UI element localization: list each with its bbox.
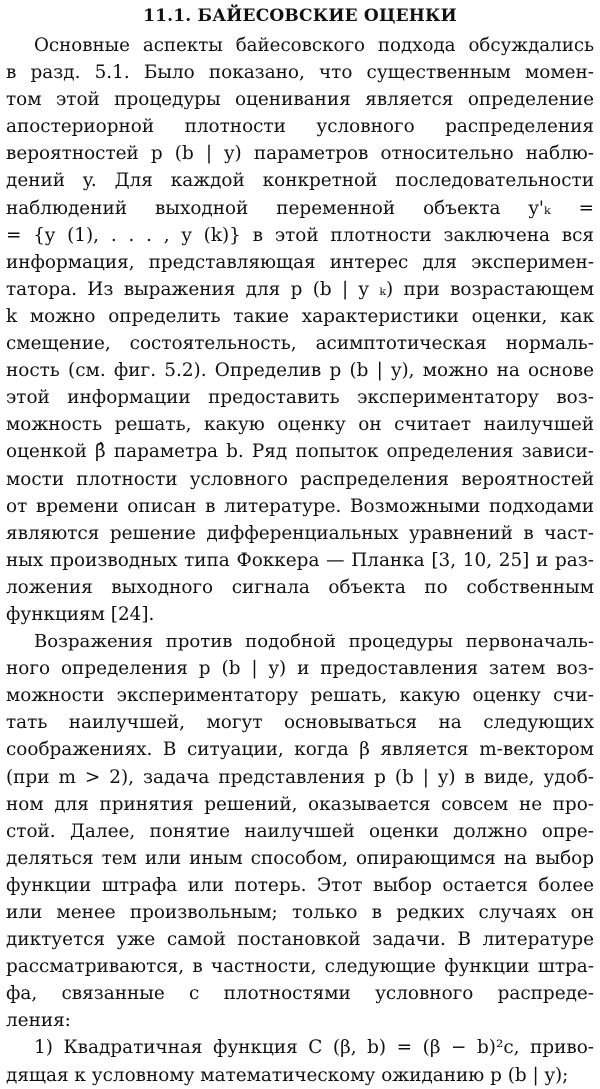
text-line: или менее произвольным; только в редких случаях он <box>6 902 594 923</box>
text-line: в разд. 5.1. Было показано, что существенным момен- <box>6 62 594 84</box>
text-line: ном для принятия решений, оказывается совсем не про- <box>6 793 594 815</box>
text-line: Основные аспекты байесовского подхода обсуждались <box>34 35 594 56</box>
text-line: дящая к условному математическому ожиданию p (b | y); <box>6 1064 569 1086</box>
section-heading: 11.1. БАЙЕСОВСКИЕ ОЦЕНКИ <box>143 6 457 26</box>
text-line: ложения выходного сигнала объекта по собственным <box>6 576 594 598</box>
text-line: фа, связанные с плотностями условного распреде- <box>6 983 594 1005</box>
text-line: функциям [24]. <box>6 603 155 625</box>
text-line: функции штрафа или потерь. Этот выбор остается более <box>6 874 594 896</box>
text-line: ного определения p (b | y) и предоставления затем воз- <box>6 658 594 680</box>
text-line: этой информации предоставить экспериментатору воз- <box>6 387 594 409</box>
text-line: дений y. Для каждой конкретной последовательности <box>6 170 594 192</box>
text-line: ления: <box>6 1010 71 1032</box>
text-line: том этой процедуры оценивания является определение <box>6 89 594 111</box>
text-line: вероятностей p (b | y) параметров относительно наблю- <box>6 143 594 165</box>
text-line: деляться тем или иным способом, опирающимся на выбор <box>6 847 594 869</box>
text-line: являются решение дифференциальных уравнений в част- <box>6 522 594 544</box>
text-line: соображениях. В ситуации, когда β является m-вектором <box>6 739 594 761</box>
text-line: оценкой β̂ параметра b. Ряд попыток определения зависи- <box>6 441 594 463</box>
body-text <box>6 32 594 1089</box>
text-line: можности экспериментатору решать, какую оценку счи- <box>6 685 594 707</box>
text-line: диктуется уже самой постановкой задачи. В литературе <box>6 929 594 951</box>
paragraph <box>6 32 594 628</box>
text-line: апостериорной плотности условного распределения <box>6 116 594 138</box>
text-line: тать наилучшей, могут основываться на следующих <box>6 712 594 734</box>
paragraph <box>6 628 594 1034</box>
text-line: наблюдений выходной переменной объекта y'ₖ = <box>6 197 594 219</box>
text-line: от времени описан в литературе. Возможными подходами <box>6 495 594 517</box>
text-line: ных производных типа Фоккера — Планка [3, 10, 25] и раз- <box>6 549 594 571</box>
text-line: стой. Далее, понятие наилучшей оценки должно опре- <box>6 820 594 842</box>
text-line: информация, представляющая интерес для эксперимен- <box>6 251 594 273</box>
text-line: 1) Квадратичная функция C (β, b) = (β − b)²c, приво- <box>34 1037 594 1059</box>
text-line: рассматриваются, в частности, следующие функции штра- <box>6 956 594 978</box>
text-line: мости плотности условного распределения вероятностей <box>6 468 594 490</box>
text-line: ность (см. фиг. 5.2). Определив p (b | y), можно на основе <box>6 360 594 382</box>
text-line: смещение, состоятельность, асимптотическая нормаль- <box>6 333 594 355</box>
text-line: можность решать, какую оценку он считает наилучшей <box>6 414 594 436</box>
text-line: (при m > 2), задача представления p (b | y) в виде, удоб- <box>6 766 594 788</box>
paragraph <box>6 1034 594 1088</box>
text-line: татора. Из выражения для p (b | y ₖ) при возрастающем <box>6 278 594 300</box>
text-line: k можно определить такие характеристики оценки, как <box>6 305 594 327</box>
text-line: = {y (1), . . . , y (k)} в этой плотности заключена вся <box>6 224 594 246</box>
text-line: Возражения против подобной процедуры первоначаль- <box>34 631 594 653</box>
